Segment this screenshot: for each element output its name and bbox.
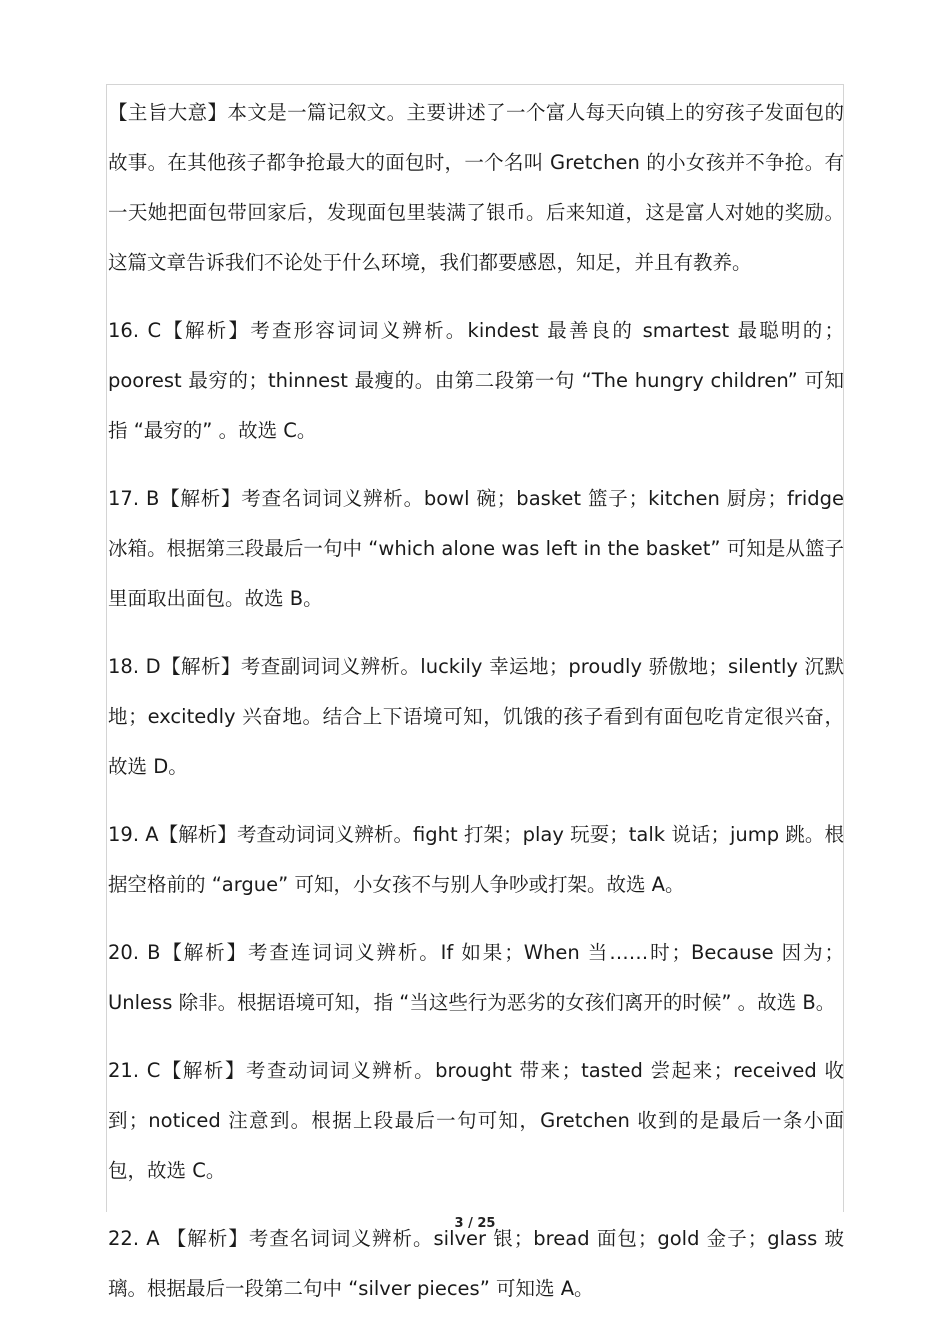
answer-18: 18. D【解析】考查副词词义辨析。luckily 幸运地；proudly 骄傲地；silently 沉默地；excitedly 兴奋地。结合上下语境可知，饥饿的孩子看到有面包吃肯定很兴奋，故选 D。 xyxy=(108,655,844,778)
answer-22: 22. A 【解析】考查名词词义辨析。silver 银；bread 面包；gold 金子；glass 玻璃。根据最后一段第二句中 “silver pieces” 可知选 A。 xyxy=(108,1227,844,1300)
answer-16: 16. C【解析】考查形容词词义辨析。kindest 最善良的 smartest 最聪明的；poorest 最穷的；thinnest 最瘦的。由第二段第一句 “The hungry children” 可知指 “最穷的” 。故选 C。 xyxy=(108,319,844,442)
answer-20: 20. B【解析】考查连词词义辨析。If 如果；When 当……时；Because 因为；Unless 除非。根据语境可知，指 “当这些行为恶劣的女孩们离开的时候” 。故选 B。 xyxy=(108,941,844,1014)
answer-21: 21. C【解析】考查动词词义辨析。brought 带来；tasted 尝起来；received 收到；noticed 注意到。根据上段最后一句可知，Gretchen 收到的是最后一条小面包，故选 C。 xyxy=(108,1059,844,1182)
answer-17: 17. B【解析】考查名词词义辨析。bowl 碗；basket 篮子；kitchen 厨房；fridge 冰箱。根据第三段最后一句中 “which alone was left in the basket” 可知是从篮子里面取出面包。故选 B。 xyxy=(108,487,844,610)
document-body xyxy=(108,88,844,1332)
answer-19: 19. A【解析】考查动词词义辨析。fight 打架；play 玩耍；talk 说话；jump 跳。根据空格前的 “argue” 可知，小女孩不与别人争吵或打架。故选 A。 xyxy=(108,823,844,896)
page-number: 3 / 25 xyxy=(454,1216,496,1231)
summary-paragraph: 【主旨大意】本文是一篇记叙文。主要讲述了一个富人每天向镇上的穷孩子发面包的故事。在其他孩子都争抢最大的面包时，一个名叫 Gretchen 的小女孩并不争抢。有一天她把面包带回家后，发现面包里装满了银币。后来知道，这是富人对她的奖励。这篇文章告诉我们不论处于什么环境，我们都要感恩，知足，并且有教养。 xyxy=(108,101,844,274)
